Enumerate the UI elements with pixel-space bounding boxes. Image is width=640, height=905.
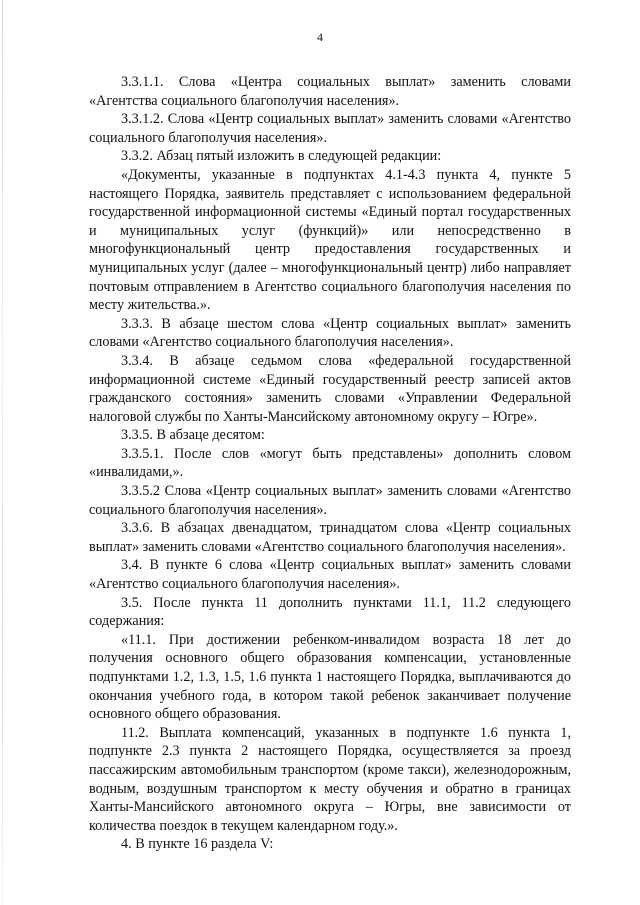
paragraph-3-3-5-1: 3.3.5.1. После слов «могут быть представлены» дополнить словом «инвалидами,».: [89, 445, 571, 481]
paragraph-quoted-documents: «Документы, указанные в подпунктах 4.1-4.3 пункта 4, пункте 5 настоящего Порядка, заявитель представляет с использованием федеральной государственной информационной системы «Единый портал государственных и муниципальных услуг (функций)» или непосредственно в многофункциональный центр предоставления государственных и муниципальных услуг (далее – многофункциональный центр) либо направляет почтовым отправлением в Агентство социального благополучия населения по месту жительства.».: [89, 166, 571, 314]
paragraph-3-3-1-1: 3.3.1.1. Слова «Центра социальных выплат» заменить словами «Агентства социального благополучия населения».: [89, 74, 571, 109]
paragraph-3-3-2: 3.3.2. Абзац пятый изложить в следующей редакции:: [121, 148, 442, 165]
paragraph-3-3-5-2: 3.3.5.2 Слова «Центр социальных выплат» заменить словами «Агентство социального благополучия населения».: [89, 483, 571, 518]
paragraph-11-1: «11.1. При достижении ребенком-инвалидом возраста 18 лет до получения основного общего образования компенсации, установленные подпунктами 1.2, 1.3, 1.5, 1.6 пункта 1 настоящего Порядка, выплачиваются до окончания учебного года, в котором такой ребенок заканчивает получение основного общего образования.: [89, 631, 571, 723]
paragraph-3-3-4: 3.3.4. В абзаце седьмом слова «федеральной государственной информационной системе «Единый государственный реестр записей актов гражданского состояния» заменить словами «Управлении Федеральной налоговой службы по Ханты-Мансийскому автономному округу – Югре».: [89, 352, 571, 425]
paragraph-11-2: 11.2. Выплата компенсаций, указанных в подпункте 1.6 пункта 1, подпункте 2.3 пункта 2 настоящего Порядка, осуществляется за проезд пассажирским автомобильным транспортом (кроме такси), железнодорожным, водным, воздушным транспортом к месту обучения и обратно в границах Ханты-Мансийского автономного округа – Югры, вне зависимости от количества поездок в текущем календарном году.».: [89, 724, 571, 834]
paragraph-3-3-1-2: 3.3.1.2. Слова «Центр социальных выплат» заменить словами «Агентство социального благополучия населения».: [89, 111, 571, 146]
paragraph-3-3-6: 3.3.6. В абзацах двенадцатом, тринадцатом слова «Центр социальных выплат» заменить словами «Агентство социального благополучия населения».: [89, 520, 571, 555]
document-body: [89, 73, 571, 854]
paragraph-4: 4. В пункте 16 раздела V:: [121, 836, 274, 853]
paragraph-3-3-3: 3.3.3. В абзаце шестом слова «Центр социальных выплат» заменить словами «Агентство социального благополучия населения».: [89, 315, 571, 351]
page-number: 4: [317, 30, 323, 44]
paragraph-3-5: 3.5. После пункта 11 дополнить пунктами 11.1, 11.2 следующего содержания:: [89, 594, 571, 630]
paragraph-3-3-5: 3.3.5. В абзаце десятом:: [121, 427, 265, 444]
scan-edge: [2, 0, 3, 905]
paragraph-3-4: 3.4. В пункте 6 слова «Центр социальных выплат» заменить словами «Агентство социального благополучия населения».: [89, 557, 571, 593]
